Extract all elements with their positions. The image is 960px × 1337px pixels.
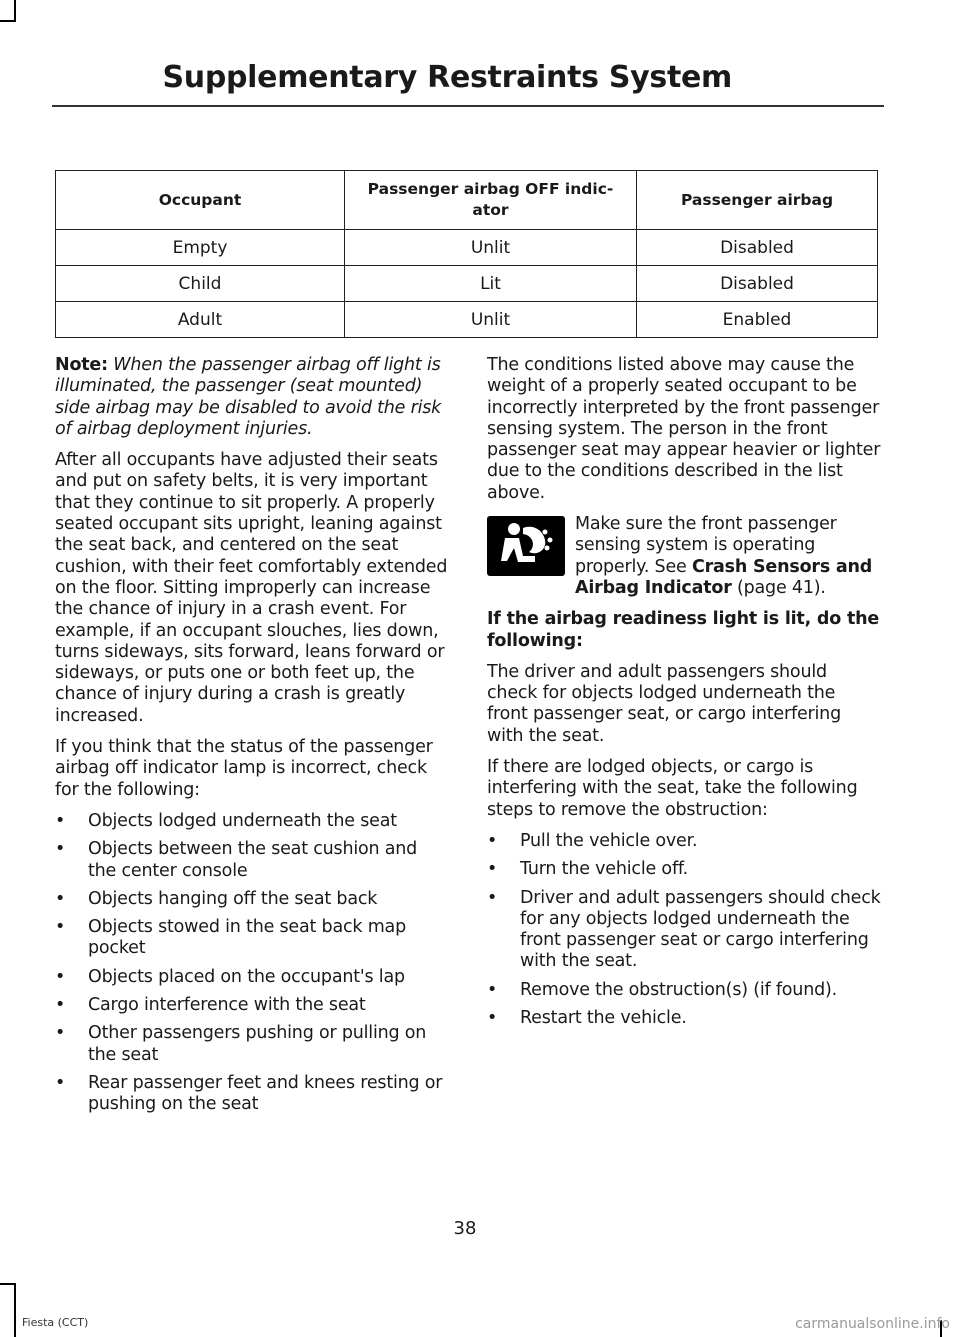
airbag-warning-icon: [487, 516, 565, 576]
table-cell: Disabled: [637, 230, 878, 266]
crop-mark: [0, 1283, 16, 1285]
table-cell: Lit: [345, 266, 637, 302]
seating-paragraph: After all occupants have adjusted their seats and put on safety belts, it is very important that they continue to sit properly. A properly seated occupant sits upright, leaning against the seat back, and centered on the seat cushion, with their feet comfortably extended on the floor. Sitting improperly can increase the chance of injury in a crash event. For example, if an occupant slouches, lies down, turns sideways, sits forward, leans forward or sideways, or puts one or both feet up, the chance of injury during a crash is greatly increased.: [55, 450, 448, 726]
section-heading: If the airbag readiness light is lit, do the following:: [487, 609, 880, 651]
check-list: [55, 811, 449, 1116]
table-cell: Empty: [56, 230, 345, 266]
header-occupant: Occupant: [56, 171, 345, 230]
note-paragraph: [55, 355, 449, 440]
list-item: • Rear passenger feet and knees resting or pushing on the seat: [55, 1073, 449, 1116]
airbag-status-table: [55, 170, 878, 338]
right-column: [487, 355, 881, 1036]
crop-mark: [0, 20, 16, 22]
check-intro-paragraph: If you think that the status of the passenger airbag off indicator lamp is incorrect, check for the following:: [55, 737, 433, 800]
sensor-check-text: Make sure the front passenger sensing system is operating properly. See: [575, 514, 837, 577]
list-item: • Objects placed on the occupant's lap: [55, 967, 449, 988]
list-item: • Other passengers pushing or pulling on the seat: [55, 1023, 449, 1066]
table-header-row: [56, 171, 878, 230]
driver-check-paragraph: The driver and adult passengers should check for objects lodged underneath the front passenger seat, or cargo interfering with the seat.: [487, 661, 841, 746]
crop-mark: [14, 1283, 16, 1337]
left-column: [55, 355, 449, 1123]
list-item: • Pull the vehicle over.: [487, 831, 881, 852]
table-cell: Adult: [56, 302, 345, 338]
steps-list: [487, 831, 881, 1029]
table-cell: Enabled: [637, 302, 878, 338]
header-indicator-line1: Passenger airbag OFF indic-: [367, 180, 614, 198]
conditions-paragraph: The conditions listed above may cause the weight of a properly seated occupant to be incorrectly interpreted by the front passenger sensing system. The person in the front passenger seat may appear heavier or lighter due to the conditions described in the list above.: [487, 355, 881, 503]
note-label: Note:: [55, 355, 108, 375]
table-row: [56, 302, 878, 338]
table-row: [56, 230, 878, 266]
table-row: [56, 266, 878, 302]
list-item: • Objects lodged underneath the seat: [55, 811, 449, 832]
list-item: • Objects hanging off the seat back: [55, 889, 449, 910]
list-item: • Objects between the seat cushion and the center console: [55, 839, 449, 882]
table-cell: Child: [56, 266, 345, 302]
header-divider: [52, 105, 884, 107]
crop-mark: [14, 0, 16, 22]
page-title: Supplementary Restraints System: [162, 60, 732, 95]
cross-reference-page: (page 41).: [737, 577, 826, 598]
header-indicator-line2: ator: [472, 201, 509, 219]
watermark: carmanualsonline.info: [795, 1316, 950, 1332]
list-item: • Driver and adult passengers should check for any objects lodged underneath the front passenger seat or cargo interfering with the seat.: [487, 888, 881, 973]
list-item: • Restart the vehicle.: [487, 1008, 881, 1029]
header-airbag: Passenger airbag: [637, 171, 878, 230]
sensor-check-paragraph: [487, 514, 881, 599]
table-cell: Disabled: [637, 266, 878, 302]
list-item: • Cargo interference with the seat: [55, 995, 449, 1016]
list-item: • Remove the obstruction(s) (if found).: [487, 980, 881, 1001]
note-text: When the passenger airbag off light is illuminated, the passenger (seat mounted) side airbag may be disabled to avoid the risk of airbag deployment injuries.: [55, 355, 442, 439]
list-item: • Objects stowed in the seat back map pocket: [55, 917, 449, 960]
footer-model: Fiesta (CCT): [22, 1316, 89, 1329]
steps-intro-paragraph: If there are lodged objects, or cargo is interfering with the seat, take the following steps to remove the obstruction:: [487, 757, 858, 820]
page-number: 38: [453, 1218, 477, 1239]
list-item: • Turn the vehicle off.: [487, 859, 881, 880]
cross-reference-link[interactable]: Crash Sensors and Airbag Indicator: [575, 556, 873, 598]
table-cell: Unlit: [345, 230, 637, 266]
header-indicator: [345, 171, 637, 230]
table-cell: Unlit: [345, 302, 637, 338]
